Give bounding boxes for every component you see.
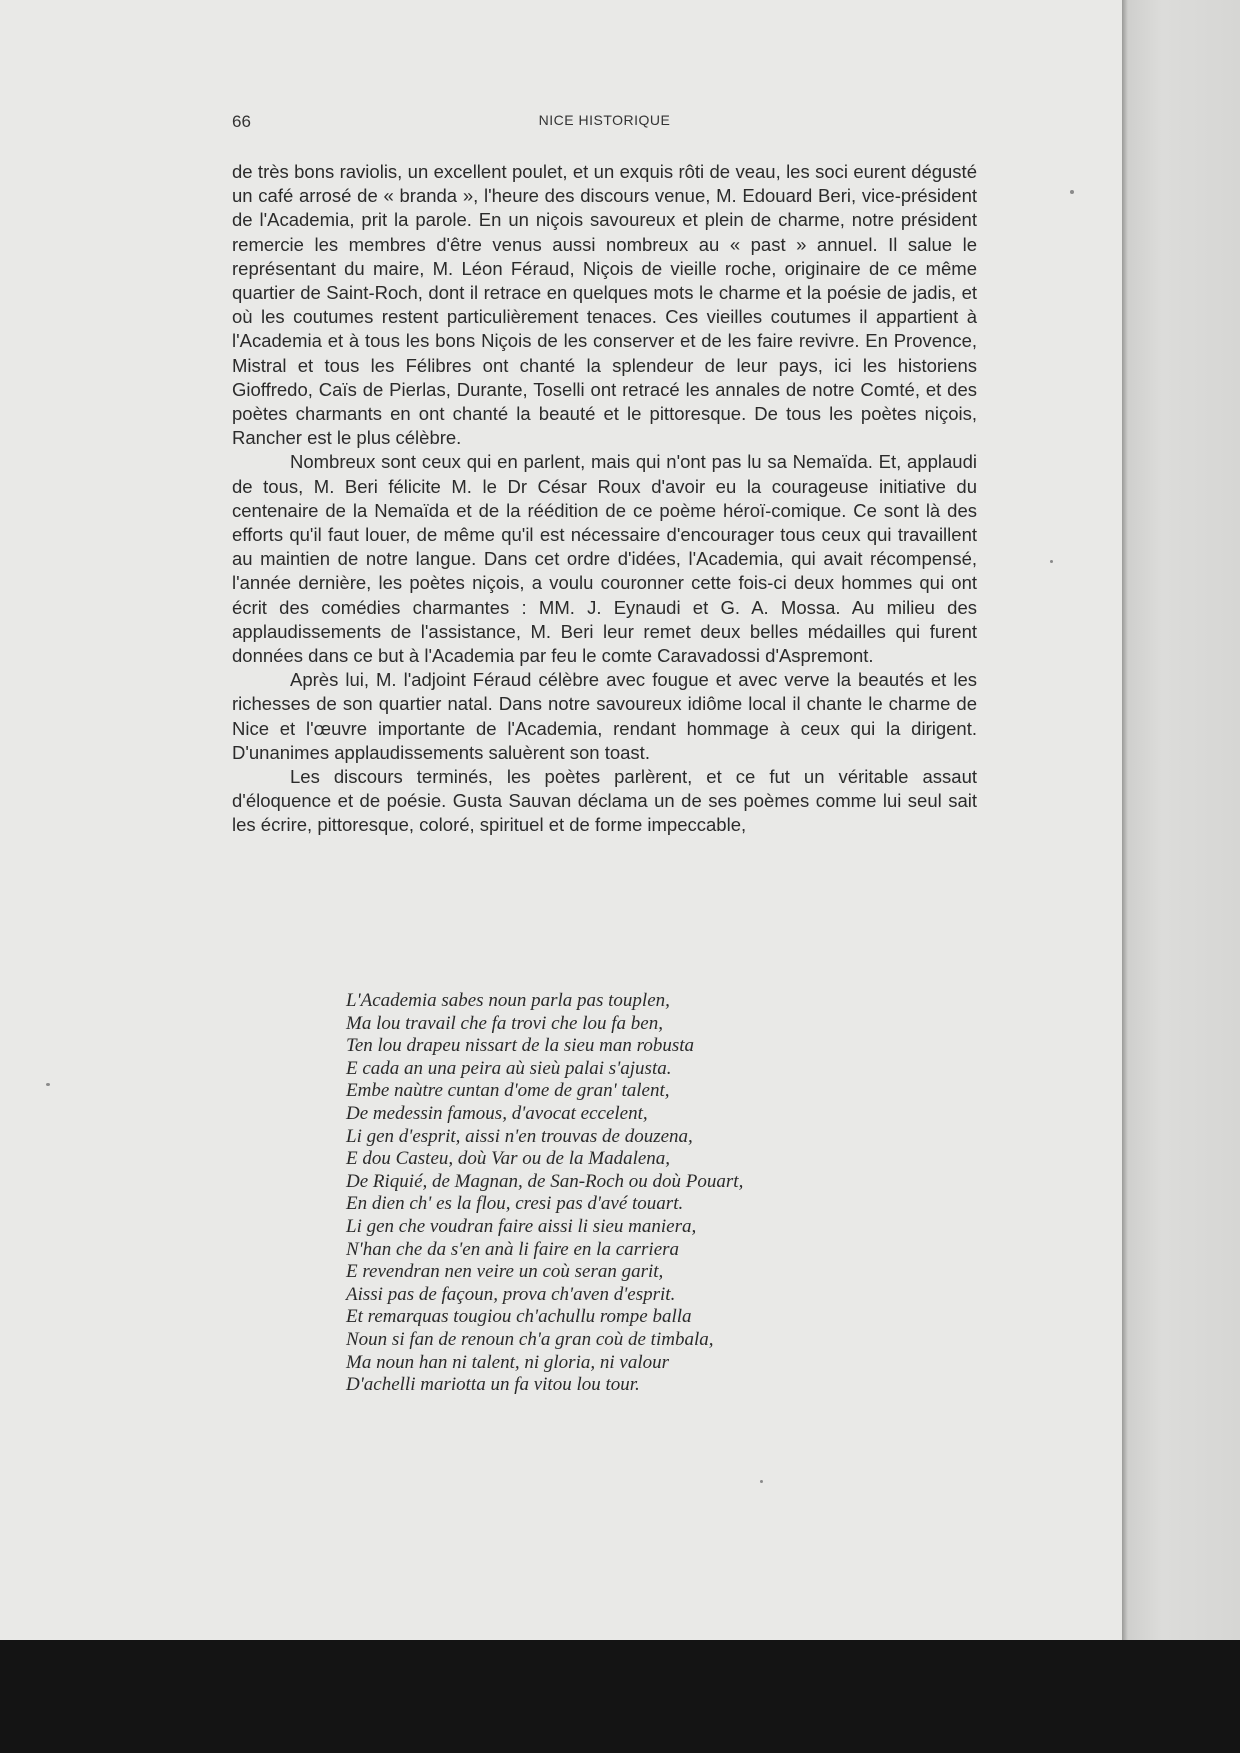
poem-line: Ma noun han ni talent, ni gloria, ni valour <box>346 1351 669 1373</box>
running-title: NICE HISTORIQUE <box>538 112 671 128</box>
poem-line: Ma lou travail che fa trovi che lou fa ben, <box>346 1012 663 1034</box>
poem-line: Embe naùtre cuntan d'ome de gran' talent, <box>346 1080 670 1102</box>
paragraph: Après lui, M. l'adjoint Féraud célèbre avec fougue et avec verve la beautés et les richesses de son quartier natal. Dans notre savoureux idiôme local il chante le charme de Nice et l'œuvre importante de l'Academia, rendant hommage à ceux qui la dirigent. D'unanimes applaudissements saluèrent son toast. <box>232 669 977 763</box>
poem <box>346 990 906 1397</box>
body-text <box>232 160 977 838</box>
scan-background <box>0 1640 1240 1753</box>
poem-line: Ten lou drapeu nissart de la sieu man robusta <box>346 1035 695 1057</box>
poem-line: E revendran nen veire un coù seran garit, <box>346 1261 664 1283</box>
poem-line: N'han che da s'en anà li faire en la carriera <box>346 1238 680 1260</box>
poem-line: Noun si fan de renoun ch'a gran coù de timbala, <box>346 1328 714 1350</box>
poem-line: D'achelli mariotta un fa vitou lou tour. <box>346 1374 640 1396</box>
speck-mark <box>1050 560 1053 563</box>
poem-line: Li gen che voudran faire aissi li sieu maniera, <box>346 1215 697 1237</box>
poem-line: Li gen d'esprit, aissi n'en trouvas de douzena, <box>346 1125 693 1147</box>
poem-line: Aissi pas de façoun, prova ch'aven d'esprit. <box>346 1283 676 1305</box>
poem-line: Et remarquas tougiou ch'achullu rompe balla <box>346 1306 692 1328</box>
poem-line: E dou Casteu, doù Var ou de la Madalena, <box>346 1148 671 1170</box>
speck-mark <box>46 1083 50 1086</box>
page-header <box>232 112 977 136</box>
page-edge <box>1122 0 1240 1640</box>
paragraph: Les discours terminés, les poètes parlèrent, et ce fut un véritable assaut d'éloquence et de poésie. Gusta Sauvan déclama un de ses poèmes comme lui seul sait les écrire, pittoresque, coloré, spirituel et de forme impeccable, <box>232 766 977 836</box>
poem-line: En dien ch' es la flou, cresi pas d'avé touart. <box>346 1193 684 1215</box>
speck-mark <box>760 1480 763 1483</box>
paragraph: de très bons raviolis, un excellent poulet, et un exquis rôti de veau, les soci eurent dégusté un café arrosé de « branda », l'heure des discours venue, M. Edouard Beri, vice-président de l'Academia, prit la parole. En un niçois savoureux et plein de charme, notre président remercie les membres d'être venus aussi nombreux au « past » annuel. Il salue le représentant du maire, M. Léon Féraud, Niçois de vieille roche, originaire de ce même quartier de Saint-Roch, dont il retrace en quelques mots le charme et la poésie de jadis, et où les coutumes restent particulièrement tenaces. Ces vieilles coutumes il appartient à l'Academia et à tous les bons Niçois de les conserver et de les faire revivre. En Provence, Mistral et tous les Félibres ont chanté la splendeur de leur pays, ici les historiens Gioffredo, Caïs de Pierlas, Durante, Toselli ont retracé les annales de notre Comté, et des poètes charmants en ont chanté la beauté et le pittoresque. De tous les poètes niçois, Rancher est le plus célèbre. <box>232 161 977 449</box>
speck-mark <box>1070 190 1074 194</box>
poem-line: E cada an una peira aù sieù palai s'ajusta. <box>346 1057 672 1079</box>
poem-line: L'Academia sabes noun parla pas touplen, <box>346 990 670 1011</box>
paragraph: Nombreux sont ceux qui en parlent, mais qui n'ont pas lu sa Nemaïda. Et, applaudi de tous, M. Beri félicite M. le Dr César Roux d'avoir eu la courageuse initiative du centenaire de la Nemaïda et de la réédition de ce poème héroï-comique. Ce sont là des efforts qu'il faut louer, de même qu'il est nécessaire d'encourager tous ceux qui travaillent au maintien de notre langue. Dans cet ordre d'idées, l'Academia, qui avait récompensé, l'année dernière, les poètes niçois, a voulu couronner cette fois-ci deux hommes qui ont écrit des comédies charmantes : MM. J. Eynaudi et G. A. Mossa. Au milieu des applaudissements de l'assistance, M. Beri leur remet deux belles médailles qui furent données dans ce but à l'Academia par feu le comte Caravadossi d'Aspremont. <box>232 451 977 667</box>
poem-line: De medessin famous, d'avocat eccelent, <box>346 1102 648 1124</box>
poem-line: De Riquié, de Magnan, de San-Roch ou doù Pouart, <box>346 1170 744 1192</box>
page-number: 66 <box>232 112 251 131</box>
